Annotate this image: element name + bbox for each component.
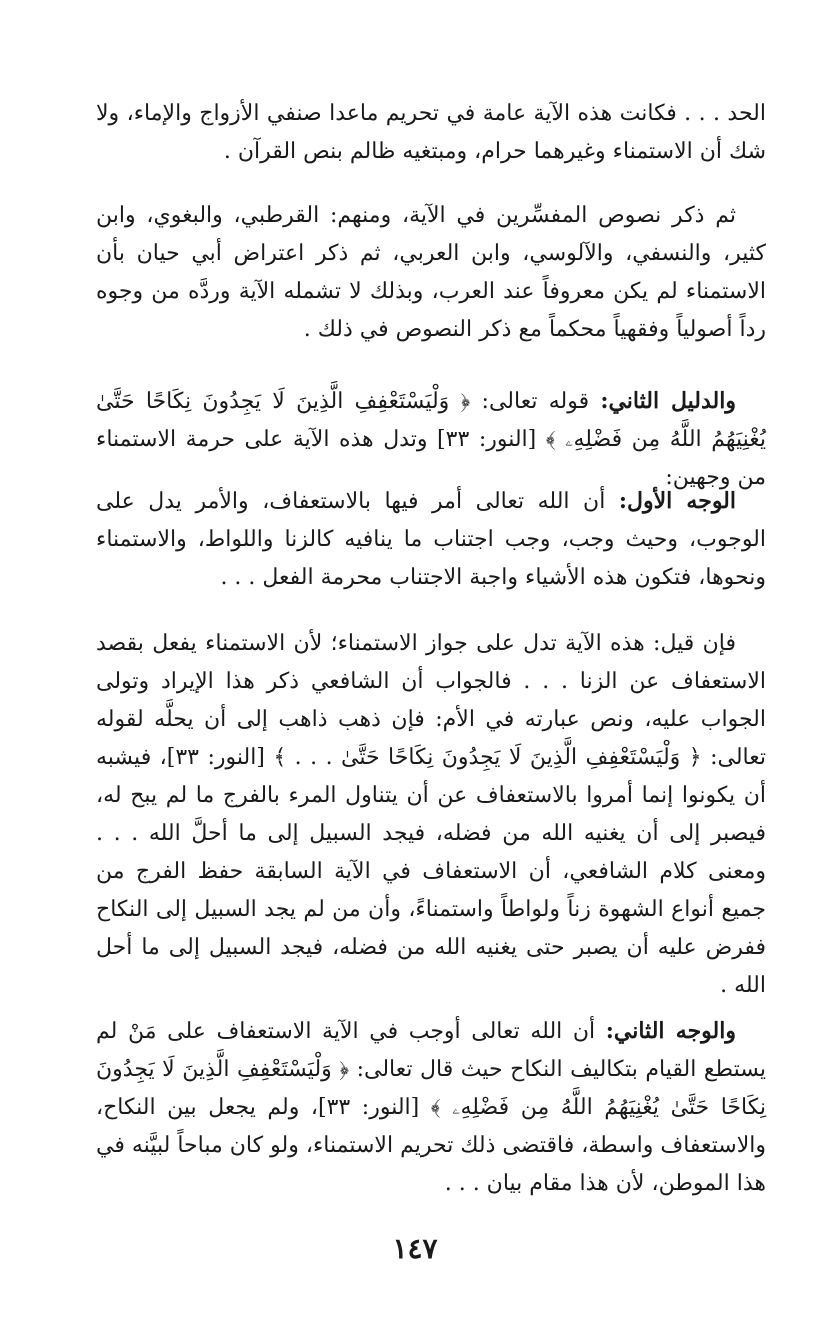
paragraph-6-lead: والوجه الثاني: [605,1018,736,1044]
paragraph-5-body: فإن قيل: هذه الآية تدل على جواز الاستمناء؛ لأن الاستمناء يفعل بقصد الاستعفاف عن الزنا . . . فالجواب أن الشافعي ذكر هذا الإيراد وتولى الجواب عليه، ونص عبارته في الأم: فإن ذهب ذاهب إلى أن يحلَّه لقوله تعالى: ﴿ وَلْيَسْتَعْفِفِ الَّذِينَ لَا يَجِدُونَ نِكَاحًا حَتَّىٰ . . . ﴾ [النور: ٣٣]، فيشبه أن يكونوا إنما أمروا بالاستعفاف عن أن يتناول المرء بالفرج ما لم يبح له، فيصبر إلى أن يغنيه الله من فضله، فيجد السبيل إلى ما أحلَّ الله . . . ومعنى كلام الشافعي، أن الاستعفاف في الآية السابقة حفظ الفرج من جميع أنواع الشهوة زناً ولواطاً واستمناءً، وأن من لم يجد السبيل إلى النكاح ففرض عليه أن يصبر حتى يغنيه الله من فضله، فيجد السبيل إلى ما أحل الله . [96,631,766,998]
paragraph-4 [96,482,766,597]
paragraph-6 [96,1012,766,1203]
page-number: ١٤٧ [392,1232,438,1265]
paragraph-2-body: ثم ذكر نصوص المفسِّرين في الآية، ومنهم: القرطبي، والبغوي، وابن كثير، والنسفي، والآلوسي، وابن العربي، ثم ذكر اعتراض أبي حيان بأن الاستمناء لم يكن معروفاً عند العرب، وبذلك لا تشمله الآية وردَّه من وجوه رداً أصولياً وفقهياً محكماً مع ذكر النصوص في ذلك . [96,203,766,342]
paragraph-3-body: قوله تعالى: ﴿ وَلْيَسْتَعْفِفِ الَّذِينَ لَا يَجِدُونَ نِكَاحًا حَتَّىٰ يُغْنِيَهُمُ اللَّهُ مِن فَضْلِهِۦ ﴾ [النور: ٣٣] وتدل هذه الآية على حرمة الاستمناء من وجهين: [96,389,766,490]
paragraph-4-body: أن الله تعالى أمر فيها بالاستعفاف، والأمر يدل على الوجوب، وحيث وجب، وجب اجتناب ما ينافيه كالزنا واللواط، والاستمناء ونحوها، فتكون هذه الأشياء واجبة الاجتناب محرمة الفعل . . . [96,489,766,590]
paragraph-2 [96,196,766,349]
paragraph-3-lead: والدليل الثاني: [600,388,736,414]
paragraph-5 [96,624,766,1005]
paragraph-3 [96,382,766,497]
paragraph-6-body: أن الله تعالى أوجب في الآية الاستعفاف على مَنْ لم يستطع القيام بتكاليف النكاح حيث قال تعالى: ﴿ وَلْيَسْتَعْفِفِ الَّذِينَ لَا يَجِدُونَ نِكَاحًا حَتَّىٰ يُغْنِيَهُمُ اللَّهُ مِن فَضْلِهِۦ ﴾ [النور: ٣٣]، ولم يجعل بين النكاح، والاستعفاف واسطة، فاقتضى ذلك تحريم الاستمناء، ولو كان مباحاً لبيَّنه في هذا الموطن، لأن هذا مقام بيان . . . [96,1019,766,1196]
paragraph-1-body: الحد . . . فكانت هذه الآية عامة في تحريم ماعدا صنفي الأزواج والإماء، ولا شك أن الاستمناء وغيرهما حرام، ومبتغيه ظالم بنص القرآن . [96,101,766,164]
paragraph-4-lead: الوجه الأول: [618,488,737,514]
paragraph-1 [96,94,766,171]
